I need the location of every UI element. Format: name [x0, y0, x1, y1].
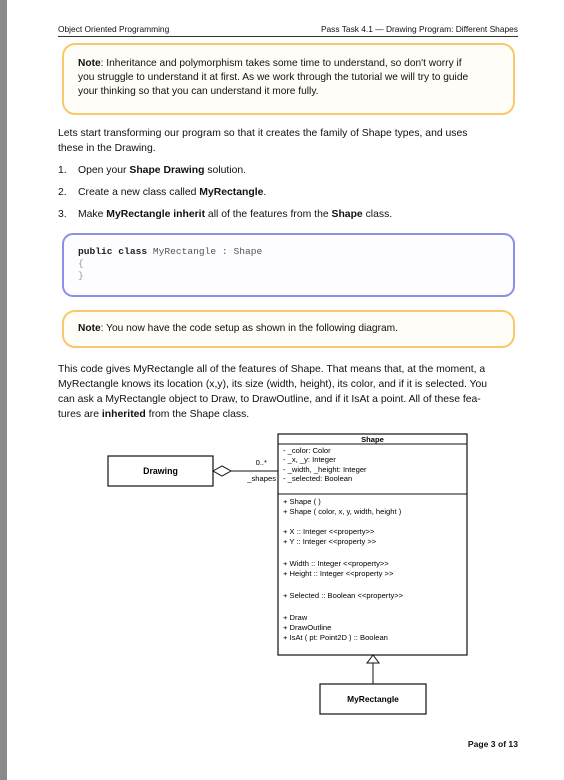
field-item: - _selected: Boolean [283, 474, 353, 483]
header-divider [58, 36, 518, 37]
method-item: + Draw [283, 613, 308, 622]
header-task: Pass Task 4.1 — Drawing Program: Different Shapes [320, 24, 518, 34]
method-item: + Shape ( ) [283, 497, 321, 506]
aggregation-association [213, 458, 278, 483]
header-course: Object Oriented Programming [58, 24, 170, 34]
inheritance-relation [367, 655, 379, 684]
method-item: + Selected :: Boolean <<property>> [283, 591, 404, 600]
method-item: + DrawOutline [283, 623, 332, 632]
drawing-class-box [108, 456, 213, 486]
code-block [62, 233, 515, 297]
aggregation-diamond-icon [213, 466, 231, 476]
inheritance-arrow-icon [367, 655, 379, 663]
multiplicity-label: 0..* [255, 458, 267, 467]
body-paragraph: This code gives MyRectangle all of the features of Shape. That means that, at the moment, a MyRectangle knows its location (x,y), its size (width, height), its color, and if it is selected. You can ask a MyRectangle object to Draw, to DrawOutline, and if it IsAt a point. All of these fea- tures are inherited from the Shape class. [58, 364, 488, 420]
code-declaration: MyRectangle : Shape [147, 246, 263, 257]
myrectangle-class-name: MyRectangle [347, 694, 399, 704]
note-box-diagram [62, 310, 515, 348]
drawing-class-name: Drawing [143, 466, 178, 476]
method-item: + Shape ( color, x, y, width, height ) [283, 507, 402, 516]
note-text: Note: Inheritance and polymorphism takes some time to understand, so don't worry if you struggle to understand it at first. As we work through the tutorial we will try to guide your thinking so that you can understand it more fully. [78, 58, 469, 97]
intro-paragraph: Lets start transforming our program so that it creates the family of Shape types, and uses these in the Drawing. [58, 128, 468, 154]
code-close-brace: } [78, 270, 84, 281]
note-text: : You now have the code setup as shown in the following diagram. [100, 323, 398, 334]
shape-class-box [278, 434, 467, 655]
code-keyword: public class [78, 246, 148, 257]
method-item: + Y :: Integer <<property >> [283, 537, 377, 546]
shape-class-name: Shape [361, 435, 384, 444]
myrectangle-class-box [320, 684, 426, 714]
uml-class-diagram [0, 430, 564, 720]
method-item: + X :: Integer <<property>> [283, 527, 375, 536]
field-item: - _color: Color [283, 446, 331, 455]
field-item: - _width, _height: Integer [283, 465, 367, 474]
method-item: + IsAt ( pt: Point2D ) :: Boolean [283, 633, 388, 642]
note-label: Note [78, 58, 101, 69]
role-label: _shapes [247, 474, 276, 483]
code-open-brace: { [78, 258, 84, 269]
field-item: - _x, _y: Integer [283, 455, 336, 464]
method-item: + Height :: Integer <<property >> [283, 569, 394, 578]
note-label: Note [78, 323, 101, 334]
note-box-inheritance [62, 43, 515, 115]
page-number: Page 3 of 13 [467, 739, 518, 749]
method-item: + Width :: Integer <<property>> [283, 559, 389, 568]
